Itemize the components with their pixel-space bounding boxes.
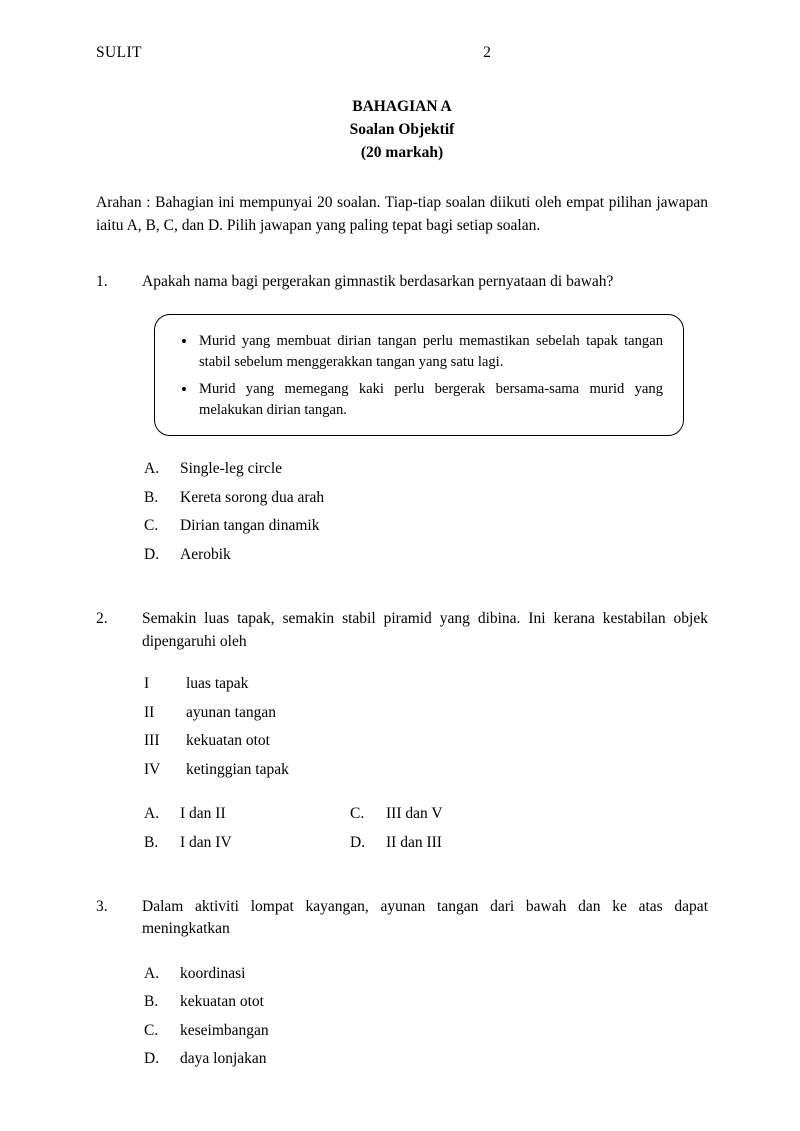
option-letter: C.	[350, 805, 365, 823]
option-text: keseimbangan	[180, 1021, 269, 1039]
roman-text: luas tapak	[186, 675, 249, 693]
option-text: Single-leg circle	[180, 460, 282, 478]
roman-label: I	[144, 675, 150, 693]
roman-text: kekuatan otot	[186, 732, 270, 750]
stimulus-box	[154, 314, 684, 437]
roman-list-item	[144, 702, 708, 724]
roman-list-item	[144, 730, 708, 752]
option-letter: B.	[144, 993, 159, 1011]
question-number: 1.	[96, 273, 108, 291]
classification-label: SULIT	[96, 44, 142, 61]
answer-option[interactable]	[144, 963, 708, 985]
roman-list-item	[144, 673, 708, 695]
option-letter: C.	[144, 1021, 159, 1039]
roman-list-item	[144, 759, 708, 781]
answer-option[interactable]	[144, 515, 708, 537]
section-marks: (20 markah)	[360, 143, 444, 161]
bullet-icon: •	[181, 380, 187, 400]
option-letter: D.	[350, 833, 366, 851]
answer-options	[144, 803, 708, 854]
answer-option[interactable]	[350, 803, 443, 825]
section-subtitle: Soalan Objektif	[349, 120, 455, 138]
section-title: BAHAGIAN A	[352, 98, 452, 115]
answer-option[interactable]	[144, 487, 708, 509]
option-letter: B.	[144, 833, 159, 851]
roman-label: IV	[144, 760, 161, 778]
question-number: 3.	[96, 898, 108, 915]
option-text: Aerobik	[180, 545, 231, 563]
answer-option[interactable]	[144, 803, 350, 825]
option-letter: D.	[144, 1050, 160, 1068]
instruction-text: Arahan : Bahagian ini mempunyai 20 soalan. Tiap-tiap soalan diikuti oleh empat pilihan jawapan iaitu A, B, C, dan D. Pilih jawapan yang paling tepat bagi setiap soalan.	[96, 194, 708, 234]
page-header	[96, 44, 708, 62]
option-text: III dan V	[386, 805, 443, 823]
roman-label: III	[144, 732, 160, 750]
option-letter: D.	[144, 545, 160, 563]
option-letter: A.	[144, 460, 160, 478]
option-letter: A.	[144, 964, 160, 982]
option-text: koordinasi	[180, 964, 246, 982]
answer-option[interactable]	[144, 458, 708, 480]
option-text: Kereta sorong dua arah	[180, 488, 325, 506]
answer-option[interactable]	[144, 991, 708, 1013]
roman-text: ketinggian tapak	[186, 760, 289, 778]
page-number: 2	[483, 44, 491, 61]
question-block	[96, 896, 708, 1071]
bullet-icon: •	[181, 331, 187, 351]
answer-option[interactable]	[144, 832, 350, 854]
question-block	[96, 608, 708, 854]
option-letter: C.	[144, 517, 159, 535]
question-number: 2.	[96, 610, 108, 628]
answer-option[interactable]	[144, 1020, 708, 1042]
option-text: II dan III	[386, 833, 442, 851]
answer-option[interactable]	[144, 544, 708, 566]
roman-numeral-list	[144, 673, 708, 781]
option-text: daya lonjakan	[180, 1050, 267, 1068]
roman-label: II	[144, 703, 155, 721]
question-text: Dalam aktiviti lompat kayangan, ayunan tangan dari bawah dan ke atas dapat meningkatkan	[142, 898, 708, 938]
option-letter: B.	[144, 488, 159, 506]
answer-option[interactable]	[350, 832, 442, 854]
option-letter: A.	[144, 805, 160, 823]
roman-text: ayunan tangan	[186, 703, 276, 721]
answer-option[interactable]	[144, 1048, 708, 1070]
option-text: kekuatan otot	[180, 993, 264, 1011]
question-text: Semakin luas tapak, semakin stabil piramid yang dibina. Ini kerana kestabilan objek dipengaruhi oleh	[142, 610, 708, 650]
answer-options	[144, 458, 708, 566]
option-text: I dan II	[180, 805, 226, 823]
option-text: I dan IV	[180, 833, 232, 851]
question-block	[96, 271, 708, 566]
stimulus-bullet	[169, 379, 667, 421]
stimulus-bullet-text: Murid yang membuat dirian tangan perlu memastikan sebelah tapak tangan stabil sebelum menggerakkan tangan yang satu lagi.	[199, 332, 663, 370]
stimulus-bullet-text: Murid yang memegang kaki perlu bergerak bersama-sama murid yang melakukan dirian tangan.	[199, 381, 663, 419]
answer-options	[144, 963, 708, 1071]
option-text: Dirian tangan dinamik	[180, 517, 320, 535]
question-text: Apakah nama bagi pergerakan gimnastik berdasarkan pernyataan di bawah?	[142, 273, 614, 291]
stimulus-bullet	[169, 331, 667, 373]
